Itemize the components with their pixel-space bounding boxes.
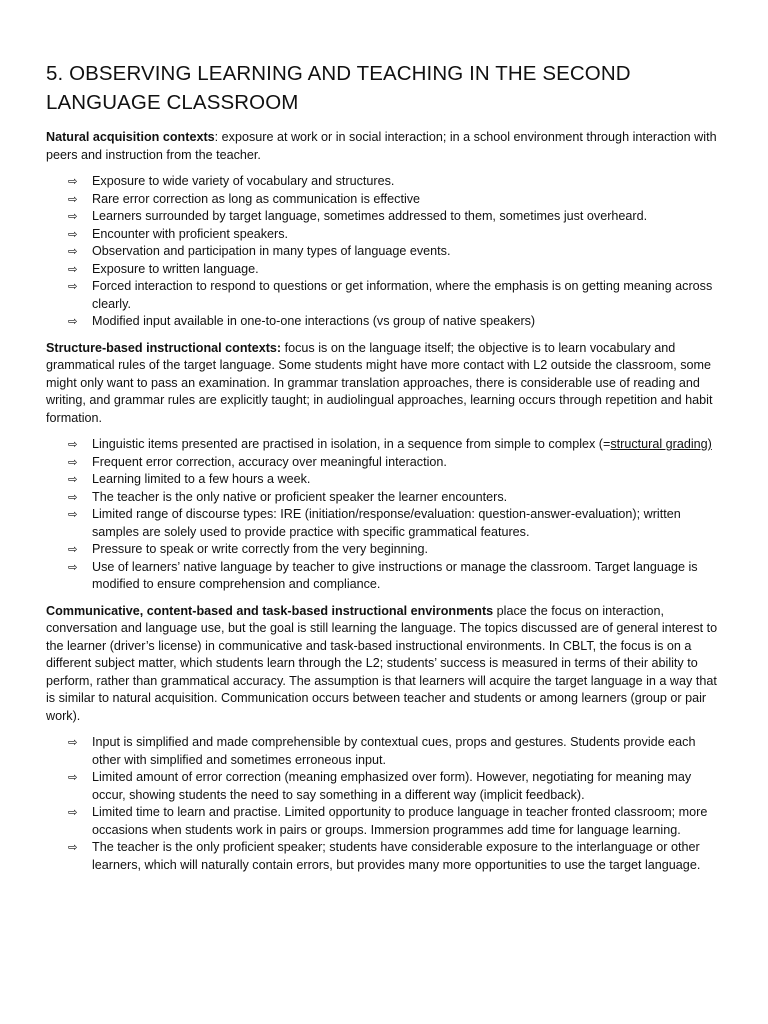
- list-item: ⇨ Input is simplified and made comprehensible by contextual cues, props and gestures. Students provide each other with simplified and sometimes erroneous input.: [68, 735, 696, 767]
- section-lead: Communicative, content-based and task-based instructional environments: [46, 603, 494, 618]
- list-item: ⇨ Exposure to wide variety of vocabulary and structures.: [46, 173, 722, 191]
- list-item: ⇨ Rare error correction as long as communication is effective: [46, 191, 722, 209]
- arrow-right-icon: ⇨: [68, 805, 78, 819]
- list-item: ⇨ The teacher is the only proficient speaker; students have considerable exposure to the interlanguage or other learners, which will naturally contain errors, but provides many more opportunities to use the target language.: [68, 840, 701, 872]
- arrow-right-icon: ⇨: [68, 770, 78, 784]
- list-item: ⇨ Learners surrounded by target language, sometimes addressed to them, sometimes just overheard.: [46, 208, 722, 226]
- list-item: ⇨ Linguistic items presented are practised in isolation, in a sequence from simple to complex (=structural grading): [46, 436, 722, 454]
- section-text: place the focus on interaction, conversation and language use, but the goal is still learning the language. The topics discussed are of general interest to the learner (driver’s license) in communicative and task-based instructional environments. In CBLT, the focus is on a different subject matter, which students learn through the L2; students’ success is measured in terms of their ability to perform, rather than grammatical accuracy. The assumption is that learners will acquire the target language in a way that is similar to natural acquisition. Communication occurs between teacher and students or among learners (group or pair work).: [46, 603, 718, 723]
- bullet-list-structure-based: [46, 436, 722, 594]
- arrow-right-icon: ⇨: [68, 191, 78, 206]
- list-item: ⇨ Limited range of discourse types: IRE (initiation/response/evaluation: question-answer-evaluation); written samples are solely used to provide practice with specific grammatical features.: [68, 507, 681, 539]
- section-communicative-intro: [46, 603, 722, 726]
- arrow-right-icon: ⇨: [68, 542, 78, 556]
- arrow-right-icon: ⇨: [68, 437, 78, 451]
- bullet-list-communicative: [46, 734, 722, 874]
- list-item: ⇨ Limited time to learn and practise. Limited opportunity to produce language in teacher fronted classroom; more occasions when students work in pairs or groups. Immersion programmes add time for language learning.: [68, 805, 708, 837]
- list-item: ⇨ Learning limited to a few hours a week.: [46, 471, 722, 489]
- arrow-right-icon: ⇨: [68, 559, 78, 574]
- bullet-list-natural-acquisition: [46, 173, 722, 331]
- arrow-right-icon: ⇨: [68, 454, 78, 469]
- section-lead: Natural acquisition contexts: [46, 130, 215, 144]
- page-title: 5. OBSERVING LEARNING AND TEACHING IN THE SECOND LANGUAGE CLASSROOM: [46, 62, 631, 114]
- arrow-right-icon: ⇨: [68, 735, 78, 749]
- list-item: ⇨ Modified input available in one-to-one interactions (vs group of native speakers): [46, 313, 722, 331]
- structural-grading-term: structural grading): [610, 437, 712, 451]
- section-natural-acquisition-intro: [46, 129, 722, 164]
- list-item: ⇨ Forced interaction to respond to questions or get information, where the emphasis is on getting meaning across clearly.: [68, 279, 713, 311]
- section-lead: Structure-based instructional contexts:: [46, 340, 282, 355]
- arrow-right-icon: ⇨: [68, 489, 78, 504]
- arrow-right-icon: ⇨: [68, 314, 78, 328]
- arrow-right-icon: ⇨: [68, 840, 78, 854]
- arrow-right-icon: ⇨: [68, 174, 78, 188]
- arrow-right-icon: ⇨: [68, 472, 78, 486]
- arrow-right-icon: ⇨: [68, 507, 78, 521]
- arrow-right-icon: ⇨: [68, 279, 78, 293]
- list-item: ⇨ Use of learners’ native language by teacher to give instructions or manage the classroom. Target language is modified to ensure comprehension and compliance.: [68, 559, 698, 591]
- list-item: ⇨ Limited amount of error correction (meaning emphasized over form). However, negotiating for meaning may occur, showing students the need to say something in a different way (implicit feedback).: [68, 770, 692, 802]
- section-structure-based-intro: [46, 340, 722, 428]
- list-item: ⇨ Encounter with proficient speakers.: [46, 226, 722, 244]
- list-item: ⇨ Exposure to written language.: [46, 261, 722, 279]
- section-text: : exposure at work or in social interaction; in a school environment through interaction with peers and instruction from the teacher.: [46, 130, 717, 162]
- section-text: focus is on the language itself; the objective is to learn vocabulary and grammatical rules of the target language. Some students might have more contact with L2 outside the classroom, some might only want to pass an examination. In grammar translation approaches, there is considerable use of reading and writing, and grammar rules are explicitly taught; in audiolingual approaches, learning occurs through repetition and habit formation.: [46, 340, 713, 425]
- arrow-right-icon: ⇨: [68, 244, 78, 258]
- arrow-right-icon: ⇨: [68, 226, 78, 241]
- arrow-right-icon: ⇨: [68, 261, 78, 276]
- list-item: ⇨ Frequent error correction, accuracy over meaningful interaction.: [46, 454, 722, 472]
- list-item: ⇨ Observation and participation in many types of language events.: [46, 243, 722, 261]
- list-item: ⇨ Pressure to speak or write correctly from the very beginning.: [46, 541, 722, 559]
- list-item: ⇨ The teacher is the only native or proficient speaker the learner encounters.: [46, 489, 722, 507]
- arrow-right-icon: ⇨: [68, 209, 78, 223]
